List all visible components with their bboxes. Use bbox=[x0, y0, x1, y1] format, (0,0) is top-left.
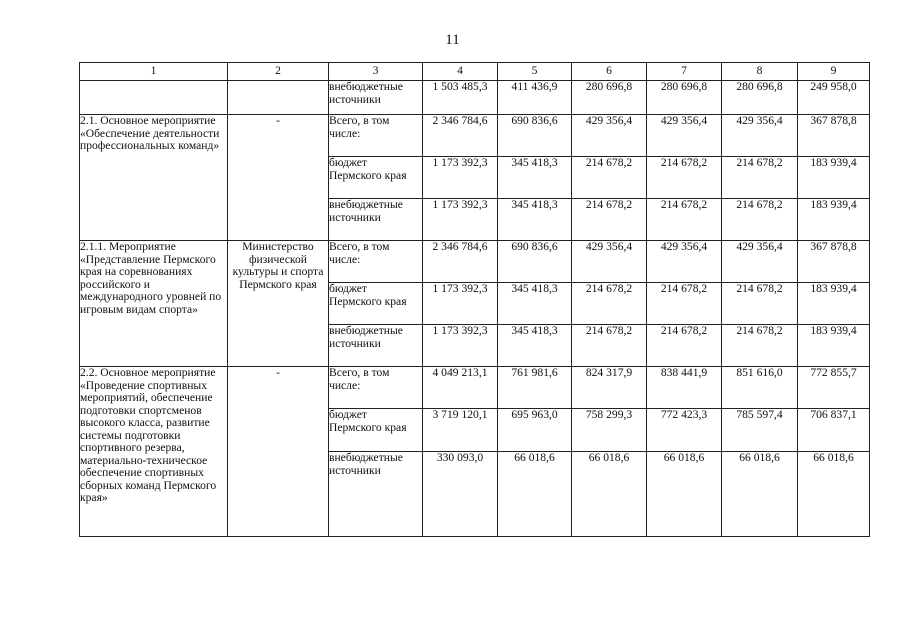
value-cell: 851 616,0 bbox=[722, 367, 798, 409]
value-cell: 183 939,4 bbox=[798, 199, 870, 241]
value-cell: 345 418,3 bbox=[498, 325, 572, 367]
value-cell: 280 696,8 bbox=[572, 81, 647, 115]
column-header: 9 bbox=[798, 63, 870, 81]
value-cell: 66 018,6 bbox=[647, 452, 722, 537]
funding-source: Всего, в том числе: bbox=[329, 367, 423, 409]
value-cell: 429 356,4 bbox=[722, 241, 798, 283]
value-cell: 838 441,9 bbox=[647, 367, 722, 409]
value-cell: 367 878,8 bbox=[798, 115, 870, 157]
value-cell: 214 678,2 bbox=[572, 199, 647, 241]
column-header: 5 bbox=[498, 63, 572, 81]
column-header: 6 bbox=[572, 63, 647, 81]
value-cell: 429 356,4 bbox=[572, 241, 647, 283]
value-cell: 1 503 485,3 bbox=[423, 81, 498, 115]
value-cell: 429 356,4 bbox=[647, 241, 722, 283]
funding-source: бюджет Пермского края bbox=[329, 283, 423, 325]
value-cell: 330 093,0 bbox=[423, 452, 498, 537]
activity-name: 2.1.1. Мероприятие «Представление Пермского края на соревнованиях российского и международного уровней по игровым видам спорта» bbox=[80, 241, 228, 367]
funding-source: Всего, в том числе: bbox=[329, 241, 423, 283]
budget-table bbox=[79, 62, 870, 537]
value-cell: 214 678,2 bbox=[647, 157, 722, 199]
value-cell: 183 939,4 bbox=[798, 325, 870, 367]
value-cell: 690 836,6 bbox=[498, 115, 572, 157]
value-cell: 411 436,9 bbox=[498, 81, 572, 115]
value-cell: 249 958,0 bbox=[798, 81, 870, 115]
value-cell: 214 678,2 bbox=[572, 325, 647, 367]
executor: - bbox=[228, 115, 329, 241]
value-cell: 2 346 784,6 bbox=[423, 241, 498, 283]
column-header: 2 bbox=[228, 63, 329, 81]
value-cell: 345 418,3 bbox=[498, 157, 572, 199]
funding-source: внебюджетные источники bbox=[329, 325, 423, 367]
funding-source: внебюджетные источники bbox=[329, 81, 423, 115]
column-header: 3 bbox=[329, 63, 423, 81]
value-cell: 214 678,2 bbox=[572, 283, 647, 325]
value-cell: 429 356,4 bbox=[722, 115, 798, 157]
value-cell: 824 317,9 bbox=[572, 367, 647, 409]
value-cell: 2 346 784,6 bbox=[423, 115, 498, 157]
executor: - bbox=[228, 367, 329, 537]
page-number: 11 bbox=[445, 32, 460, 48]
value-cell: 345 418,3 bbox=[498, 283, 572, 325]
value-cell: 183 939,4 bbox=[798, 283, 870, 325]
value-cell: 3 719 120,1 bbox=[423, 409, 498, 452]
value-cell: 280 696,8 bbox=[647, 81, 722, 115]
value-cell: 706 837,1 bbox=[798, 409, 870, 452]
funding-source: внебюджетные источники bbox=[329, 199, 423, 241]
value-cell: 214 678,2 bbox=[722, 325, 798, 367]
header-row bbox=[80, 63, 870, 81]
value-cell: 280 696,8 bbox=[722, 81, 798, 115]
table-row bbox=[80, 115, 870, 157]
executor bbox=[228, 81, 329, 115]
column-header: 1 bbox=[80, 63, 228, 81]
value-cell: 1 173 392,3 bbox=[423, 283, 498, 325]
value-cell: 1 173 392,3 bbox=[423, 325, 498, 367]
value-cell: 345 418,3 bbox=[498, 199, 572, 241]
value-cell: 785 597,4 bbox=[722, 409, 798, 452]
value-cell: 695 963,0 bbox=[498, 409, 572, 452]
value-cell: 690 836,6 bbox=[498, 241, 572, 283]
column-header: 4 bbox=[423, 63, 498, 81]
value-cell: 214 678,2 bbox=[722, 283, 798, 325]
value-cell: 66 018,6 bbox=[498, 452, 572, 537]
value-cell: 367 878,8 bbox=[798, 241, 870, 283]
activity-name bbox=[80, 81, 228, 115]
table-row bbox=[80, 241, 870, 283]
activity-name: 2.1. Основное мероприятие «Обеспечение деятельности профессиональных команд» bbox=[80, 115, 228, 241]
funding-source: Всего, в том числе: bbox=[329, 115, 423, 157]
value-cell: 758 299,3 bbox=[572, 409, 647, 452]
activity-name: 2.2. Основное мероприятие «Проведение спортивных мероприятий, обеспечение подготовки спортсменов высокого класса, развитие системы подготовки спортивного резерва, материально-техническое обеспечение спортивных сборных команд Пермского края» bbox=[80, 367, 228, 537]
value-cell: 429 356,4 bbox=[572, 115, 647, 157]
value-cell: 1 173 392,3 bbox=[423, 157, 498, 199]
funding-source: бюджет Пермского края bbox=[329, 409, 423, 452]
column-header: 7 bbox=[647, 63, 722, 81]
value-cell: 214 678,2 bbox=[572, 157, 647, 199]
value-cell: 66 018,6 bbox=[722, 452, 798, 537]
funding-source: бюджет Пермского края bbox=[329, 157, 423, 199]
value-cell: 66 018,6 bbox=[572, 452, 647, 537]
value-cell: 214 678,2 bbox=[722, 157, 798, 199]
value-cell: 66 018,6 bbox=[798, 452, 870, 537]
table-row bbox=[80, 81, 870, 115]
executor: Министерство физической культуры и спорта Пермского края bbox=[228, 241, 329, 367]
column-header: 8 bbox=[722, 63, 798, 81]
value-cell: 429 356,4 bbox=[647, 115, 722, 157]
value-cell: 1 173 392,3 bbox=[423, 199, 498, 241]
value-cell: 772 855,7 bbox=[798, 367, 870, 409]
value-cell: 214 678,2 bbox=[647, 199, 722, 241]
value-cell: 772 423,3 bbox=[647, 409, 722, 452]
value-cell: 214 678,2 bbox=[647, 283, 722, 325]
value-cell: 214 678,2 bbox=[647, 325, 722, 367]
funding-source: внебюджетные источники bbox=[329, 452, 423, 537]
value-cell: 183 939,4 bbox=[798, 157, 870, 199]
table-row bbox=[80, 367, 870, 409]
value-cell: 214 678,2 bbox=[722, 199, 798, 241]
value-cell: 761 981,6 bbox=[498, 367, 572, 409]
value-cell: 4 049 213,1 bbox=[423, 367, 498, 409]
